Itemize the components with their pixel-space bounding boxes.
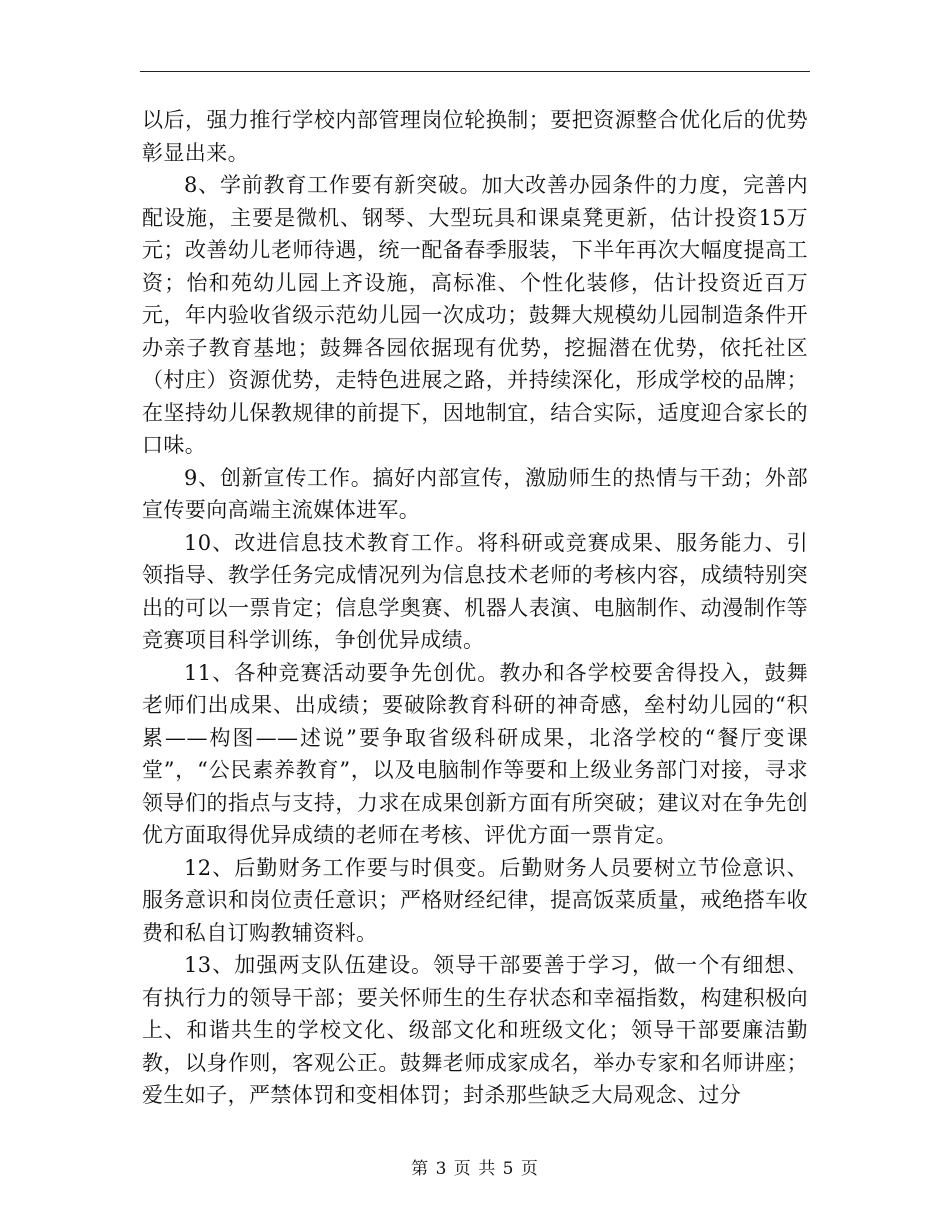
paragraph-item-12: 12、后勤财务工作要与时俱变。后勤财务人员要树立节俭意识、服务意识和岗位责任意识；严格财经纪律，提高饭菜质量，戒绝搭车收费和私自订购教辅资料。 xyxy=(142,855,808,945)
paragraph-item-13: 13、加强两支队伍建设。领导干部要善于学习，做一个有细想、有执行力的领导干部；要关怀师生的生存状态和幸福指数，构建积极向上、和谐共生的学校文化、级部文化和班级文化；领导干部要廉洁勤教，以身作则，客观公正。鼓舞老师成家成名，举办专家和名师讲座；爱生如子，严禁体罚和变相体罚；封杀那些缺乏大局观念、过分 xyxy=(142,953,808,1107)
paragraph-item-9: 9、创新宣传工作。搞好内部宣传，激励师生的热情与干劲；外部宣传要向高端主流媒体进军。 xyxy=(142,465,808,522)
paragraph-item-10: 10、改进信息技术教育工作。将科研或竞赛成果、服务能力、引领指导、教学任务完成情况列为信息技术老师的考核内容，成绩特别突出的可以一票肯定；信息学奥赛、机器人表演、电脑制作、动漫制作等竞赛项目科学训练，争创优异成绩。 xyxy=(142,530,808,652)
paragraph-item-8: 8、学前教育工作要有新突破。加大改善办园条件的力度，完善内配设施，主要是微机、钢琴、大型玩具和课桌凳更新，估计投资15万元；改善幼儿老师待遇，统一配备春季服装，下半年再次大幅度提高工资；怡和苑幼儿园上齐设施，高标准、个性化装修，估计投资近百万元，年内验收省级示范幼儿园一次成功；鼓舞大规模幼儿园制造条件开办亲子教育基地；鼓舞各园依据现有优势，挖掘潜在优势，依托社区（村庄）资源优势，走特色进展之路，并持续深化，形成学校的品牌；在坚持幼儿保教规律的前提下，因地制宜，结合实际，适度迎合家长的口味。 xyxy=(142,173,808,457)
header-rule xyxy=(140,71,810,72)
paragraph-continuation: 以后，强力推行学校内部管理岗位轮换制；要把资源整合优化后的优势彰显出来。 xyxy=(142,108,808,165)
page-number-footer: 第 3 页 共 5 页 xyxy=(411,1159,539,1179)
document-body xyxy=(142,104,808,1112)
paragraph-item-11: 11、各种竞赛活动要争先创优。教办和各学校要舍得投入，鼓舞老师们出成果、出成绩；要破除教育科研的神奇感，垒村幼儿园的“积累——构图——述说”要争取省级科研成果，北洛学校的“餐厅变课堂”，“公民素养教育”，以及电脑制作等要和上级业务部门对接，寻求领导们的指点与支持，力求在成果创新方面有所突破；建议对在争先创优方面取得优异成绩的老师在考核、评优方面一票肯定。 xyxy=(142,660,808,847)
